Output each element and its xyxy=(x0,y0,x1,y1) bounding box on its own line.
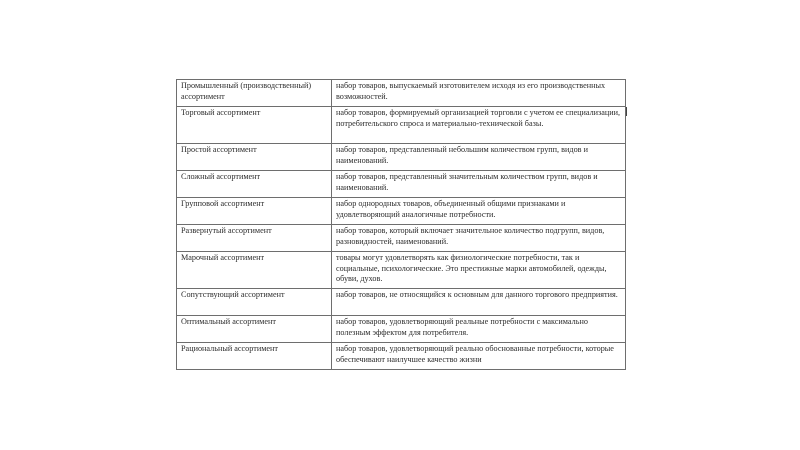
term-cell: Групповой ассортимент xyxy=(177,198,332,225)
term-cell: Торговый ассортимент xyxy=(177,107,332,144)
term-cell: Развернутый ассортимент xyxy=(177,225,332,252)
table-row xyxy=(177,80,626,107)
term-cell: Промышленный (производственный) ассортимент xyxy=(177,80,332,107)
table-row xyxy=(177,144,626,171)
term-cell: Марочный ассортимент xyxy=(177,252,332,289)
term-cell: Простой ассортимент xyxy=(177,144,332,171)
definition-cell: набор товаров, представленный значительным количеством групп, видов и наименований. xyxy=(332,171,626,198)
definition-cell: набор товаров, выпускаемый изготовителем исходя из его производственных возможностей. xyxy=(332,80,626,107)
table-row xyxy=(177,289,626,316)
definition-cell: набор товаров, не относящийся к основным для данного торгового предприятия. xyxy=(332,289,626,316)
table-row xyxy=(177,225,626,252)
definition-cell: товары могут удовлетворять как физиологические потребности, так и социальные, психологические. Это престижные марки автомобилей, одежды, обуви, духов. xyxy=(332,252,626,289)
table-row xyxy=(177,198,626,225)
table-row xyxy=(177,107,626,144)
term-cell: Оптимальный ассортимент xyxy=(177,316,332,343)
table-row xyxy=(177,171,626,198)
definition-cell: набор товаров, представленный небольшим количеством групп, видов и наименований. xyxy=(332,144,626,171)
definition-cell: набор однородных товаров, объединенный общими признаками и удовлетворяющий аналогичные потребности. xyxy=(332,198,626,225)
table-row xyxy=(177,252,626,289)
term-cell: Рациональный ассортимент xyxy=(177,343,332,370)
term-cell: Сложный ассортимент xyxy=(177,171,332,198)
definition-cell: набор товаров, который включает значительное количество подгрупп, видов, разновидностей, наименований. xyxy=(332,225,626,252)
assortment-table xyxy=(176,79,626,370)
table-row xyxy=(177,316,626,343)
table-row xyxy=(177,343,626,370)
definition-cell: набор товаров, формируемый организацией торговли с учетом ее специализации, потребительского спроса и материально-технической базы. xyxy=(332,107,626,144)
definition-cell: набор товаров, удовлетворяющий реально обоснованные потребности, которые обеспечивают наилучшее качество жизни xyxy=(332,343,626,370)
term-cell: Сопутствующий ассортимент xyxy=(177,289,332,316)
definition-cell: набор товаров, удовлетворяющий реальные потребности с максимально полезным эффектом для потребителя. xyxy=(332,316,626,343)
text-cursor xyxy=(626,107,627,116)
